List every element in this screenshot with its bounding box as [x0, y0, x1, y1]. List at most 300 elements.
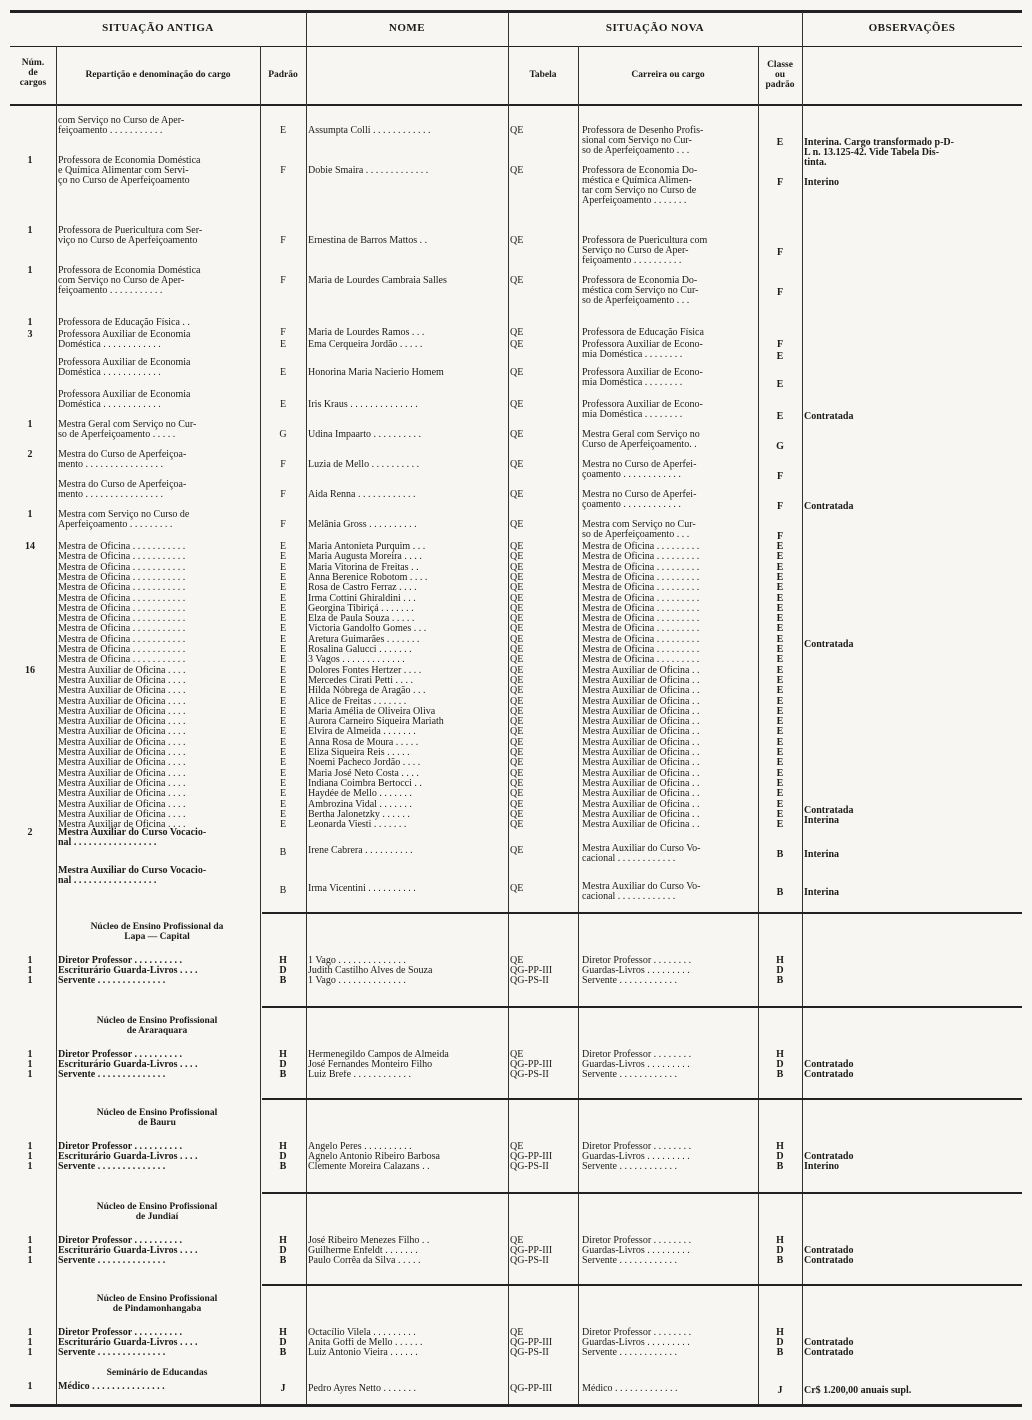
row-padrao: F — [280, 235, 286, 246]
row-nome: Ernestina de Barros Mattos . . — [308, 236, 428, 246]
oficina-tabela: QE — [510, 603, 524, 614]
row-carreira: Mestra Geral com Serviço no Curso de Aperfeiçoamento. . — [582, 429, 700, 450]
vocacional-tabela: QE — [510, 845, 524, 856]
nucleo-row-carreira: Servente . . . . . . . . . . . . — [582, 1069, 677, 1080]
oficina-mestra-cargo: Mestra de Oficina . . . . . . . . . . . — [58, 593, 186, 604]
row-padrao: G — [279, 429, 287, 440]
seminario-tabela: QG-PP-III — [510, 1383, 553, 1394]
row-carreira: Mestra no Curso de Aperfei- çoamento . . . . . . . . . . . . — [582, 489, 697, 510]
nucleo-row-tabela: QG-PS-II — [510, 1161, 549, 1172]
col-rule-2 — [260, 46, 261, 1404]
nucleo-row-carreira: Diretor Professor . . . . . . . . — [582, 955, 692, 966]
oficina-classe: E — [776, 706, 784, 717]
oficina-tabela: QE — [510, 582, 524, 593]
oficina-mestra-cargo: Mestra de Oficina . . . . . . . . . . . — [58, 644, 186, 655]
nucleo-row-padrao: H — [279, 955, 287, 966]
nucleo-row-nome: Anita Goffi de Mello . . . . . . — [308, 1338, 423, 1348]
row-nome: Maria de Lourdes Ramos . . . — [308, 328, 425, 338]
nucleo-row-obs: Contratado — [804, 1337, 854, 1348]
row-nome: Honorina Maria Nacierio Homem — [308, 368, 444, 378]
oficina-tabela: QE — [510, 726, 524, 737]
oficina-classe: E — [776, 809, 784, 820]
nucleo-row-cargo: Diretor Professor . . . . . . . . . . — [58, 1235, 182, 1246]
oficina-classe: E — [776, 675, 784, 686]
oficina-auxiliar-obs: Contratada — [804, 805, 854, 816]
nucleo-row-tabela: QG-PP-III — [510, 1151, 553, 1162]
seminario-old: Médico . . . . . . . . . . . . . . . — [58, 1381, 165, 1392]
oficina-padrao: E — [279, 665, 287, 676]
nucleo-row-padrao: H — [279, 1141, 287, 1152]
nucleo-row-carreira: Guardas-Livros . . . . . . . . . — [582, 1151, 690, 1162]
nucleo-row-padrao: B — [279, 1069, 287, 1080]
row-nome: Aida Renna . . . . . . . . . . . . — [308, 490, 416, 500]
seminario-carreira: Médico . . . . . . . . . . . . . — [582, 1383, 678, 1394]
oficina-auxiliar-cargo: Mestra Auxiliar de Oficina . . . . — [58, 809, 186, 820]
nucleo-row-nome: Luiz Antonio Vieira . . . . . . — [308, 1348, 418, 1358]
row-carreira: Professora Auxiliar de Econo- mia Doméstica . . . . . . . . — [582, 399, 703, 420]
oficina-auxiliar-cargo: Mestra Auxiliar de Oficina . . . . — [58, 716, 186, 727]
oficina-auxiliar-nova: Mestra Auxiliar de Oficina . . — [582, 778, 700, 789]
row-carreira: Professora de Economia Do- méstica e Química Alimen- tar com Serviço no Curso de Aperfeiçoamento . . . . . . . — [582, 165, 698, 206]
oficina-auxiliar-nova: Mestra Auxiliar de Oficina . . — [582, 809, 700, 820]
seminario-num: 1 — [27, 1381, 33, 1392]
seminario-classe: J — [777, 1385, 783, 1396]
nucleo-row-classe: B — [776, 975, 784, 986]
oficina-classe: E — [776, 716, 784, 727]
oficina-mestra-nova: Mestra de Oficina . . . . . . . . . — [582, 654, 700, 665]
row-tabela: QE — [510, 429, 524, 440]
oficina-mestra-nome: Rosa de Castro Ferraz . . . . — [308, 583, 417, 593]
oficina-mestra-cargo: Mestra de Oficina . . . . . . . . . . . — [58, 634, 186, 645]
header-observacoes: OBSERVAÇÕES — [868, 22, 956, 34]
col-rule-3 — [306, 12, 307, 1404]
oficina-auxiliar-nome: Alice de Freitas . . . . . . . — [308, 697, 407, 707]
oficina-tabela: QE — [510, 788, 524, 799]
oficina-auxiliar-nome: Mercedes Cirati Petti . . . . — [308, 676, 413, 686]
oficina-tabela: QE — [510, 613, 524, 624]
row-reparticao: Mestra do Curso de Aperfeiçoa- mento . . . . . . . . . . . . . . . . — [58, 449, 187, 470]
row-reparticao: Professora Auxiliar de Economia Doméstica . . . . . . . . . . . . — [58, 389, 191, 410]
row-nome: Luzia de Mello . . . . . . . . . . — [308, 460, 420, 470]
oficina-tabela: QE — [510, 716, 524, 727]
oficina-classe: E — [776, 757, 784, 768]
oficina-mestra-nome: Rosalina Galucci . . . . . . . — [308, 645, 412, 655]
oficina-classe: E — [776, 768, 784, 779]
row-num: 1 — [27, 419, 33, 430]
oficina-mestra-cargo: Mestra de Oficina . . . . . . . . . . . — [58, 613, 186, 624]
nucleo-row-cargo: Escriturário Guarda-Livros . . . . — [58, 1151, 198, 1162]
seminario-title: Seminário de Educandas — [106, 1368, 208, 1378]
nucleo-row-nome: Clemente Moreira Calazans . . — [308, 1162, 430, 1172]
oficina-classe: E — [776, 819, 784, 830]
nucleo-row-carreira: Diretor Professor . . . . . . . . — [582, 1235, 692, 1246]
nucleo-row-tabela: QE — [510, 955, 524, 966]
nucleo-row-cargo: Servente . . . . . . . . . . . . . . — [58, 1161, 166, 1172]
oficina-classe: E — [776, 634, 784, 645]
row-tabela: QE — [510, 327, 524, 338]
oficina-tabela: QE — [510, 757, 524, 768]
row-classe: F — [776, 339, 784, 350]
oficina-auxiliar-nova: Mestra Auxiliar de Oficina . . — [582, 788, 700, 799]
nucleo-row-nome: Angelo Peres . . . . . . . . . . — [308, 1142, 412, 1152]
nucleo-row-classe: H — [776, 955, 784, 966]
vocacional-nome: Irene Cabrera . . . . . . . . . . — [308, 846, 413, 856]
oficina-auxiliar-cargo: Mestra Auxiliar de Oficina . . . . — [58, 768, 186, 779]
oficina-auxiliar-nome: Eliza Siqueira Reis . . . . . — [308, 748, 410, 758]
row-nome: Iris Kraus . . . . . . . . . . . . . . — [308, 400, 418, 410]
oficina-auxiliar-nome: Leonarda Viesti . . . . . . . — [308, 820, 407, 830]
nucleo-row-tabela: QG-PS-II — [510, 975, 549, 986]
row-classe: E — [776, 411, 784, 422]
oficina-tabela: QE — [510, 675, 524, 686]
row-tabela: QE — [510, 489, 524, 500]
vocacional-tabela: QE — [510, 883, 524, 894]
nucleo-row-num: 1 — [27, 1049, 33, 1060]
header-reparticao: Repartição e denominação do cargo — [85, 70, 231, 80]
nucleo-row-tabela: QE — [510, 1141, 524, 1152]
oficina-classe: E — [776, 654, 784, 665]
oficina-tabela: QE — [510, 706, 524, 717]
row-classe: F — [776, 471, 784, 482]
oficina-auxiliar-nome: Aurora Carneiro Siqueira Mariath — [308, 717, 444, 727]
oficina-tabela: QE — [510, 562, 524, 573]
nucleo-row-classe: B — [776, 1255, 784, 1266]
nucleo-row-classe: D — [776, 1151, 784, 1162]
oficina-auxiliar-obs: Interina — [804, 815, 839, 826]
nucleo-title: Núcleo de Ensino Profissional de Pindamonhangaba — [96, 1294, 218, 1314]
oficina-auxiliar-cargo: Mestra Auxiliar de Oficina . . . . — [58, 747, 186, 758]
oficina-tabela: QE — [510, 634, 524, 645]
oficina-padrao: E — [279, 726, 287, 737]
oficina-padrao: E — [279, 675, 287, 686]
row-tabela: QE — [510, 399, 524, 410]
nucleo-row-tabela: QE — [510, 1235, 524, 1246]
row-reparticao: Mestra do Curso de Aperfeiçoa- mento . . . . . . . . . . . . . . . . — [58, 479, 187, 500]
nucleo-row-obs: Contratado — [804, 1151, 854, 1162]
nucleo-separator — [262, 1006, 1022, 1008]
nucleo-row-tabela: QG-PS-II — [510, 1347, 549, 1358]
oficina-classe: E — [776, 613, 784, 624]
nucleo-row-padrao: H — [279, 1235, 287, 1246]
nucleo-row-tabela: QG-PP-III — [510, 1059, 553, 1070]
document-page — [6, 0, 1026, 1420]
row-padrao: E — [279, 367, 287, 378]
oficina-classe: E — [776, 747, 784, 758]
nucleo-row-tabela: QG-PS-II — [510, 1255, 549, 1266]
oficina-mestra-nova: Mestra de Oficina . . . . . . . . . — [582, 623, 700, 634]
nucleo-row-carreira: Diretor Professor . . . . . . . . — [582, 1049, 692, 1060]
oficina-auxiliar-nova: Mestra Auxiliar de Oficina . . — [582, 685, 700, 696]
oficina-padrao: E — [279, 623, 287, 634]
oficina-tabela: QE — [510, 685, 524, 696]
oficina-mestra-nova: Mestra de Oficina . . . . . . . . . — [582, 551, 700, 562]
nucleo-row-obs: Interino — [804, 1161, 839, 1172]
oficina-padrao: E — [279, 541, 287, 552]
nucleo-row-nome: 1 Vago . . . . . . . . . . . . . . — [308, 956, 406, 966]
nucleo-row-classe: D — [776, 1245, 784, 1256]
nucleo-row-cargo: Servente . . . . . . . . . . . . . . — [58, 1069, 166, 1080]
nucleo-row-padrao: D — [279, 1151, 287, 1162]
oficina-padrao: E — [279, 582, 287, 593]
oficina-auxiliar-nome: Haydée de Mello . . . . . . . — [308, 789, 412, 799]
col-rule-4 — [508, 12, 509, 1404]
row-num: 1 — [27, 225, 33, 236]
oficina-auxiliar-nome: Dolores Fontes Hertzer . . . . — [308, 666, 422, 676]
nucleo-row-cargo: Escriturário Guarda-Livros . . . . — [58, 1337, 198, 1348]
row-num: 1 — [27, 155, 33, 166]
nucleo-separator — [262, 1284, 1022, 1286]
vocacional-classe: B — [776, 887, 784, 898]
oficina-auxiliar-cargo: Mestra Auxiliar de Oficina . . . . — [58, 737, 186, 748]
col-rule-6 — [758, 46, 759, 1404]
vocacional-reparticao: Mestra Auxiliar do Curso Vocacio- nal . . . . . . . . . . . . . . . . . — [58, 827, 207, 848]
nucleo-row-padrao: D — [279, 1059, 287, 1070]
oficina-padrao: E — [279, 799, 287, 810]
vocacional-classe: B — [776, 849, 784, 860]
oficina-padrao: E — [279, 613, 287, 624]
vocacional-reparticao: Mestra Auxiliar do Curso Vocacio- nal . . . . . . . . . . . . . . . . . — [58, 865, 207, 886]
nucleo-row-nome: Guilherme Enfeldt . . . . . . . — [308, 1246, 418, 1256]
oficina-classe: E — [776, 623, 784, 634]
vocacional-nome: Irma Vicentini . . . . . . . . . . — [308, 884, 416, 894]
oficina-auxiliar-nome: Maria Amélia de Oliveira Oliva — [308, 707, 436, 717]
nucleo-row-obs: Contratado — [804, 1347, 854, 1358]
row-classe: E — [776, 351, 784, 362]
row-padrao: F — [280, 459, 286, 470]
oficina-mestra-nova: Mestra de Oficina . . . . . . . . . — [582, 603, 700, 614]
oficina-padrao: E — [279, 634, 287, 645]
oficina-mestra-nova: Mestra de Oficina . . . . . . . . . — [582, 562, 700, 573]
oficina-classe: E — [776, 603, 784, 614]
row-padrao: F — [280, 275, 286, 286]
header-carreira: Carreira ou cargo — [631, 70, 705, 80]
row-classe: F — [776, 531, 784, 542]
oficina-auxiliar-nome: Hilda Nóbrega de Aragão . . . — [308, 686, 426, 696]
oficina-auxiliar-cargo: Mestra Auxiliar de Oficina . . . . — [58, 757, 186, 768]
nucleo-row-classe: D — [776, 1337, 784, 1348]
vocacional-carreira: Mestra Auxiliar do Curso Vo- cacional . . . . . . . . . . . . — [582, 881, 701, 902]
nucleo-row-num: 1 — [27, 1245, 33, 1256]
nucleo-row-num: 1 — [27, 1161, 33, 1172]
vocacional-obs: Interina — [804, 887, 839, 898]
oficina-auxiliar-cargo: Mestra Auxiliar de Oficina . . . . — [58, 706, 186, 717]
nucleo-row-classe: D — [776, 1059, 784, 1070]
oficina-auxiliar-nova: Mestra Auxiliar de Oficina . . — [582, 675, 700, 686]
nucleo-separator — [262, 1192, 1022, 1194]
oficina-classe: E — [776, 665, 784, 676]
nucleo-row-tabela: QE — [510, 1049, 524, 1060]
oficina-tabela: QE — [510, 747, 524, 758]
nucleo-row-padrao: D — [279, 965, 287, 976]
oficina-mestra-obs: Contratada — [804, 639, 854, 650]
nucleo-row-num: 1 — [27, 1255, 33, 1266]
nucleo-row-padrao: B — [279, 1347, 287, 1358]
oficina-mestra-nome: Anna Berenice Robotom . . . . — [308, 573, 428, 583]
oficina-tabela: QE — [510, 799, 524, 810]
nucleo-row-carreira: Servente . . . . . . . . . . . . — [582, 1255, 677, 1266]
oficina-mestra-nome: Areturа Guimarães . . . . . . . — [308, 635, 420, 645]
nucleo-row-carreira: Guardas-Livros . . . . . . . . . — [582, 1059, 690, 1070]
row-tabela: QE — [510, 339, 524, 350]
row-nome: Ema Cerqueira Jordão . . . . . — [308, 340, 423, 350]
oficina-auxiliar-nome: Indiana Coimbra Bertocci . . — [308, 779, 422, 789]
oficina-padrao: E — [279, 757, 287, 768]
nucleo-row-tabela: QG-PP-III — [510, 1245, 553, 1256]
nucleo-row-nome: Judith Castilho Alves de Souza — [308, 966, 433, 976]
oficina-classe: E — [776, 726, 784, 737]
nucleo-title: Núcleo de Ensino Profissional de Araraquara — [96, 1016, 218, 1036]
nucleo-row-num: 1 — [27, 1347, 33, 1358]
nucleo-row-carreira: Servente . . . . . . . . . . . . — [582, 1161, 677, 1172]
row-tabela: QE — [510, 275, 524, 286]
row-classe: E — [776, 379, 784, 390]
oficina-classe: E — [776, 737, 784, 748]
nucleo-row-num: 1 — [27, 1141, 33, 1152]
oficina-classe: E — [776, 593, 784, 604]
row-obs: Interino — [804, 177, 839, 188]
nucleo-separator — [262, 912, 1022, 914]
col-rule-5 — [578, 46, 579, 1404]
row-padrao: E — [279, 339, 287, 350]
row-nome: Assumpta Colli . . . . . . . . . . . . — [308, 126, 431, 136]
oficina-auxiliar-nome: Bertha Jalonetzky . . . . . . — [308, 810, 410, 820]
nucleo-row-num: 1 — [27, 1337, 33, 1348]
oficina-auxiliar-cargo: Mestra Auxiliar de Oficina . . . . — [58, 665, 186, 676]
nucleo-row-classe: D — [776, 965, 784, 976]
oficina-classe: E — [776, 562, 784, 573]
row-padrao: F — [280, 489, 286, 500]
nucleo-row-padrao: D — [279, 1245, 287, 1256]
row-tabela: QE — [510, 459, 524, 470]
oficina-auxiliar-nova: Mestra Auxiliar de Oficina . . — [582, 768, 700, 779]
header-tabela: Tabela — [529, 70, 557, 80]
oficina-mestra-cargo: Mestra de Oficina . . . . . . . . . . . — [58, 572, 186, 583]
nucleo-row-classe: B — [776, 1347, 784, 1358]
nucleo-row-nome: Hermenegildo Campos de Almeida — [308, 1050, 449, 1060]
nucleo-row-cargo: Diretor Professor . . . . . . . . . . — [58, 1141, 182, 1152]
vocacional-num: 2 — [27, 827, 33, 838]
nucleo-row-classe: H — [776, 1141, 784, 1152]
nucleo-row-carreira: Guardas-Livros . . . . . . . . . — [582, 1245, 690, 1256]
oficina-tabela: QE — [510, 623, 524, 634]
oficina-tabela: QE — [510, 541, 524, 552]
row-classe: F — [776, 501, 784, 512]
header-padrao: Padrão — [268, 70, 298, 80]
oficina-mestra-nova: Mestra de Oficina . . . . . . . . . — [582, 634, 700, 645]
oficina-mestra-nova: Mestra de Oficina . . . . . . . . . — [582, 613, 700, 624]
oficina-auxiliar-nome: Noemi Pacheco Jordão . . . . — [308, 758, 421, 768]
nucleo-row-nome: 1 Vago . . . . . . . . . . . . . . — [308, 976, 406, 986]
nucleo-row-tabela: QE — [510, 1327, 524, 1338]
nucleo-row-padrao: B — [279, 1161, 287, 1172]
row-padrao: F — [280, 519, 286, 530]
oficina-padrao: E — [279, 551, 287, 562]
row-num: 1 — [27, 265, 33, 276]
oficina-mestra-nova: Mestra de Oficina . . . . . . . . . — [582, 593, 700, 604]
row-carreira: Professora Auxiliar de Econo- mia Doméstica . . . . . . . . — [582, 339, 703, 360]
oficina-mestra-cargo: Mestra de Oficina . . . . . . . . . . . — [58, 623, 186, 634]
oficina-mestra-cargo: Mestra de Oficina . . . . . . . . . . . — [58, 541, 186, 552]
bottom-rule — [10, 1404, 1022, 1407]
nucleo-row-num: 1 — [27, 965, 33, 976]
oficina-classe: E — [776, 799, 784, 810]
nucleo-row-cargo: Servente . . . . . . . . . . . . . . — [58, 1255, 166, 1266]
vocacional-carreira: Mestra Auxiliar do Curso Vo- cacional . . . . . . . . . . . . — [582, 843, 701, 864]
nucleo-title: Núcleo de Ensino Profissional da Lapa — Capital — [90, 922, 224, 942]
row-obs: Contratada — [804, 501, 854, 512]
oficina-tabela: QE — [510, 696, 524, 707]
oficina-classe: E — [776, 551, 784, 562]
nucleo-row-obs: Contratado — [804, 1069, 854, 1080]
oficina-padrao: E — [279, 593, 287, 604]
nucleo-row-carreira: Servente . . . . . . . . . . . . — [582, 975, 677, 986]
oficina-auxiliar-nova: Mestra Auxiliar de Oficina . . — [582, 706, 700, 717]
oficina-classe: E — [776, 685, 784, 696]
seminario-obs: Cr$ 1.200,00 anuais supl. — [804, 1385, 912, 1396]
nucleo-row-classe: H — [776, 1049, 784, 1060]
oficina-classe: E — [776, 572, 784, 583]
oficina-auxiliar-nova: Mestra Auxiliar de Oficina . . — [582, 757, 700, 768]
row-num: 1 — [27, 317, 33, 328]
oficina-tabela: QE — [510, 654, 524, 665]
nucleo-row-classe: B — [776, 1069, 784, 1080]
row-nome: Maria de Lourdes Cambraia Salles — [308, 276, 447, 286]
top-rule — [10, 10, 1022, 13]
row-reparticao: Professora Auxiliar de Economia Doméstica . . . . . . . . . . . . — [58, 357, 191, 378]
oficina-classe: E — [776, 644, 784, 655]
oficina-auxiliar-nome: Ambrozina Vidal . . . . . . . — [308, 800, 412, 810]
oficina-mestra-nome: Georgina Tibiriçá . . . . . . . — [308, 604, 414, 614]
oficina-auxiliar-cargo: Mestra Auxiliar de Oficina . . . . — [58, 799, 186, 810]
oficina-mestra-cargo: Mestra de Oficina . . . . . . . . . . . — [58, 654, 186, 665]
col-rule-1 — [56, 46, 57, 1404]
row-classe: F — [776, 177, 784, 188]
nucleo-row-nome: Agnelo Antonio Ribeiro Barbosa — [308, 1152, 440, 1162]
nucleo-row-tabela: QG-PS-II — [510, 1069, 549, 1080]
oficina-padrao: E — [279, 819, 287, 830]
oficina-mestra-nova: Mestra de Oficina . . . . . . . . . — [582, 541, 700, 552]
nucleo-row-obs: Contratado — [804, 1245, 854, 1256]
row-reparticao: Mestra Geral com Serviço no Cur- so de Aperfeiçoamento . . . . . — [58, 419, 197, 440]
oficina-mestra-nome: Irma Cottini Ghiraldini . . . — [308, 594, 416, 604]
oficina-mestra-nome: Maria Vitorina de Freitas . . — [308, 563, 419, 573]
row-carreira: Mestra no Curso de Aperfei- çoamento . . . . . . . . . . . . — [582, 459, 697, 480]
oficina-padrao: E — [279, 603, 287, 614]
oficina-mestra-nome: 3 Vagos . . . . . . . . . . . . . — [308, 655, 405, 665]
row-padrao: E — [279, 399, 287, 410]
row-carreira: Professora de Puericultura com Serviço no Curso de Aper- feiçoamento . . . . . . . . . . — [582, 235, 708, 266]
header-num-cargos: Núm. de cargos — [19, 58, 47, 88]
row-classe: E — [776, 137, 784, 148]
oficina-tabela: QE — [510, 572, 524, 583]
nucleo-row-padrao: B — [279, 975, 287, 986]
oficina-mestra-nova: Mestra de Oficina . . . . . . . . . — [582, 644, 700, 655]
oficina-mestra-nome: Elza de Paula Souza . . . . . — [308, 614, 415, 624]
header-bottom-rule — [10, 104, 1022, 106]
col-rule-7 — [802, 12, 803, 1404]
nucleo-row-num: 1 — [27, 955, 33, 966]
oficina-tabela: QE — [510, 737, 524, 748]
oficina-auxiliar-cargo: Mestra Auxiliar de Oficina . . . . — [58, 696, 186, 707]
nucleo-title: Núcleo de Ensino Profissional de Jundiaí — [96, 1202, 218, 1222]
nucleo-row-carreira: Diretor Professor . . . . . . . . — [582, 1141, 692, 1152]
nucleo-row-nome: Octacílio Vilela . . . . . . . . . — [308, 1328, 416, 1338]
oficina-auxiliar-nova: Mestra Auxiliar de Oficina . . — [582, 799, 700, 810]
nucleo-row-tabela: QG-PP-III — [510, 965, 553, 976]
nucleo-separator — [262, 1098, 1022, 1100]
nucleo-row-obs: Contratado — [804, 1255, 854, 1266]
oficina-auxiliar-cargo: Mestra Auxiliar de Oficina . . . . — [58, 726, 186, 737]
